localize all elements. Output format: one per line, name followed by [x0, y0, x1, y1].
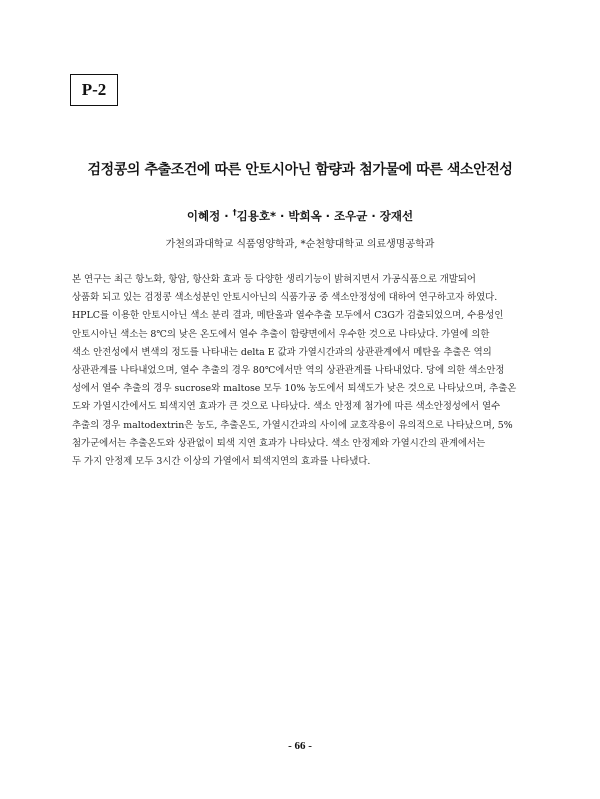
abstract-line: 성에서 열수 추출의 경우 sucrose와 maltose 모두 10% 농도에서 퇴색도가 낮은 것으로 나타났으며, 추출온 [72, 383, 517, 395]
remaining-authors: · 박희옥 · 조우균 · 장재선 [275, 209, 414, 223]
author-list [40, 208, 560, 224]
paper-title: 검정콩의 추출조건에 따른 안토시아닌 함량과 첨가물에 따른 색소안전성 [87, 162, 513, 178]
poster-label-box [70, 74, 118, 106]
abstract-line: 첨가군에서는 추출온도와 상관없이 퇴색 지연 효과가 나타났다. 색소 안정제와 가열시간의 관계에서는 [72, 437, 486, 449]
abstract-line: 상품화 되고 있는 검정콩 색소성분인 안토시아닌의 식품가공 중 색소안정성에 대하여 연구하고자 하였다. [72, 292, 498, 304]
poster-label: P-2 [81, 80, 107, 99]
abstract-line: 본 연구는 최근 항노화, 항암, 항산화 효과 등 다양한 생리기능이 밝혀지면서 가공식품으로 개발되어 [72, 274, 476, 285]
corresponding-mark: † [232, 208, 237, 218]
author-1: 이혜정 [186, 209, 221, 223]
abstract-line: 상관관계를 나타내었으며, 열수 추출의 경우 80℃에서만 역의 상관관계를 나타내었다. 당에 의한 색소안정 [72, 365, 505, 377]
abstract-line: HPLC를 이용한 안토시아닌 색소 분리 결과, 메탄올과 열수추출 모두에서 C3G가 검출되었으며, 수용성인 [72, 310, 504, 322]
author-separator: · [220, 209, 233, 223]
abstract-line: 두 가지 안정제 모두 3시간 이상의 가열에서 퇴색지연의 효과를 나타냈다. [72, 456, 371, 468]
abstract-line: 안토시아닌 색소는 8℃의 낮은 온도에서 열수 추출이 함량면에서 우수한 것으로 나타났다. 가열에 의한 [72, 328, 490, 340]
abstract-line: 추출의 경우 maltodextrin은 농도, 추출온도, 가열시간과의 사이에 교호작용이 유의적으로 나타났으며, 5% [72, 419, 513, 431]
abstract-body [72, 271, 530, 471]
abstract-line: 도와 가열시간에서도 퇴색지연 효과가 큰 것으로 나타났다. 색소 안정제 첨가에 따른 색소안정성에서 열수 [72, 401, 501, 413]
affiliation: 가천의과대학교 식품영양학과, *순천향대학교 의료생명공학과 [165, 239, 435, 250]
page-number: - 66 - [288, 740, 312, 752]
abstract-line: 색소 안전성에서 변색의 정도를 나타내는 delta E 값과 가열시간과의 상관관계에서 메탄올 추출은 역의 [72, 346, 492, 358]
author-2: 김용호* [236, 209, 276, 223]
